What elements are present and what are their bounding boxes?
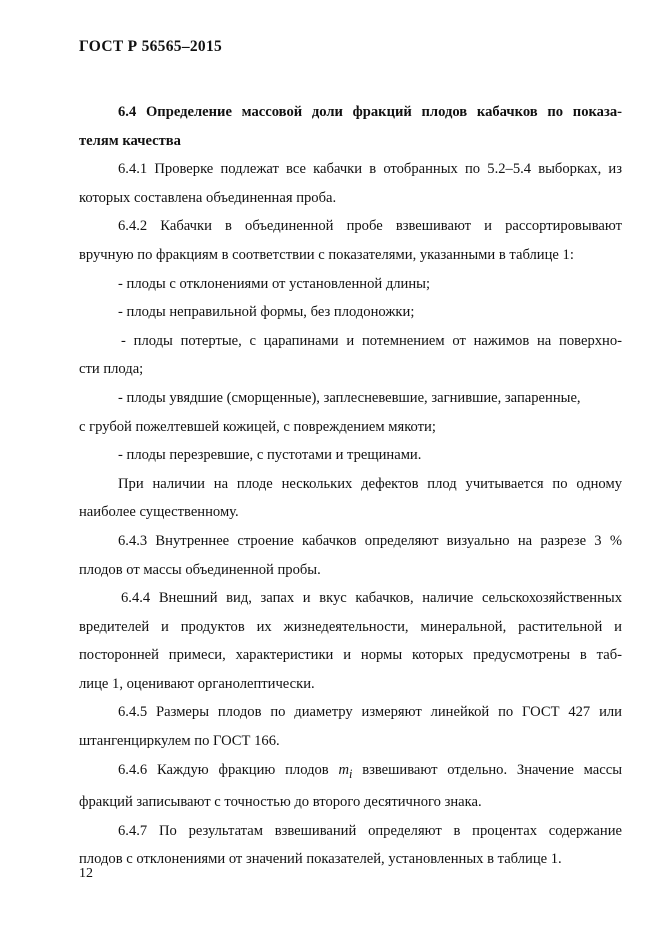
- text-line: При наличии на плоде нескольких дефектов плод учитывается по одному: [118, 475, 622, 492]
- text-line: плодов от массы объединенной пробы.: [79, 561, 321, 578]
- text-line: посторонней примеси, характеристики и нормы которых предусмотрены в таб-: [79, 647, 622, 664]
- text-line: 6.4.2 Кабачки в объединенной пробе взвешивают и рассортировывают: [118, 218, 622, 235]
- text-line: вредителей и продуктов их жизнедеятельности, минеральной, растительной и: [79, 618, 622, 635]
- text-line: - плоды с отклонениями от установленной длины;: [118, 275, 431, 292]
- document-body: [79, 98, 622, 874]
- heading-line: 6.4 Определение массовой доли фракций плодов кабачков по показа-: [118, 104, 622, 120]
- text-line: - плоды перезревшие, с пустотами и трещинами.: [118, 447, 422, 464]
- text-line: - плоды потертые, с царапинами и потемнением от нажимов на поверхно-: [121, 332, 622, 349]
- list-item: [79, 298, 622, 327]
- section-heading: [79, 98, 622, 155]
- list-item: [79, 384, 622, 441]
- paragraph-defects: [79, 470, 622, 527]
- text-line: 6.4.1 Проверке подлежат все кабачки в отобранных по 5.2–5.4 выборках, из: [118, 161, 622, 178]
- text-line: 6.4.7 По результатам взвешиваний определяют в процентах содержание: [118, 822, 622, 839]
- paragraph-6-4-6: [79, 756, 622, 817]
- text-line: 6.4.5 Размеры плодов по диаметру измеряют линейкой по ГОСТ 427 или: [118, 704, 622, 721]
- mass-variable-subscript: i: [349, 766, 353, 781]
- text-fragment: 6.4.6 Каждую фракцию плодов: [118, 761, 339, 778]
- text-line: 6.4.4 Внешний вид, запах и вкус кабачков, наличие сельскохозяйственных: [121, 590, 622, 607]
- text-line: фракций записывают с точностью до второго десятичного знака.: [79, 794, 482, 811]
- text-line: с грубой пожелтевшей кожицей, с повреждением мякоти;: [79, 418, 436, 435]
- text-line: плодов с отклонениями от значений показателей, установленных в таблице 1.: [79, 851, 562, 868]
- document-header: ГОСТ Р 56565–2015: [79, 38, 223, 55]
- text-line: наиболее существенному.: [79, 504, 239, 521]
- text-line: лице 1, оценивают органолептически.: [79, 675, 315, 692]
- text-line: сти плода;: [79, 361, 144, 378]
- paragraph-6-4-5: [79, 698, 622, 755]
- paragraph-6-4-7: [79, 817, 622, 874]
- text-line: вручную по фракциям в соответствии с показателями, указанными в таблице 1:: [79, 246, 574, 263]
- text-line: которых составлена объединенная проба.: [79, 189, 337, 206]
- text-line: штангенциркулем по ГОСТ 166.: [79, 733, 280, 750]
- text-line: - плоды увядшие (сморщенные), заплесневевшие, загнившие, запаренные,: [118, 389, 581, 406]
- text-line: 6.4.3 Внутреннее строение кабачков определяют визуально на разрезе 3 %: [118, 532, 622, 549]
- text-fragment: взвешивают отдельно. Значение массы: [352, 761, 622, 778]
- text-line: - плоды неправильной формы, без плодоножки;: [118, 304, 415, 321]
- mass-variable: m: [338, 761, 350, 778]
- text-line: [79, 756, 622, 789]
- page-number: 12: [79, 866, 93, 881]
- paragraph-6-4-2: [79, 212, 622, 269]
- paragraph-6-4-3: [79, 527, 622, 584]
- list-item: [79, 327, 622, 384]
- paragraph-6-4-4: [79, 584, 622, 698]
- paragraph-6-4-1: [79, 155, 622, 212]
- list-item: [79, 441, 622, 470]
- heading-line: телям качества: [79, 132, 181, 149]
- list-item: [79, 270, 622, 299]
